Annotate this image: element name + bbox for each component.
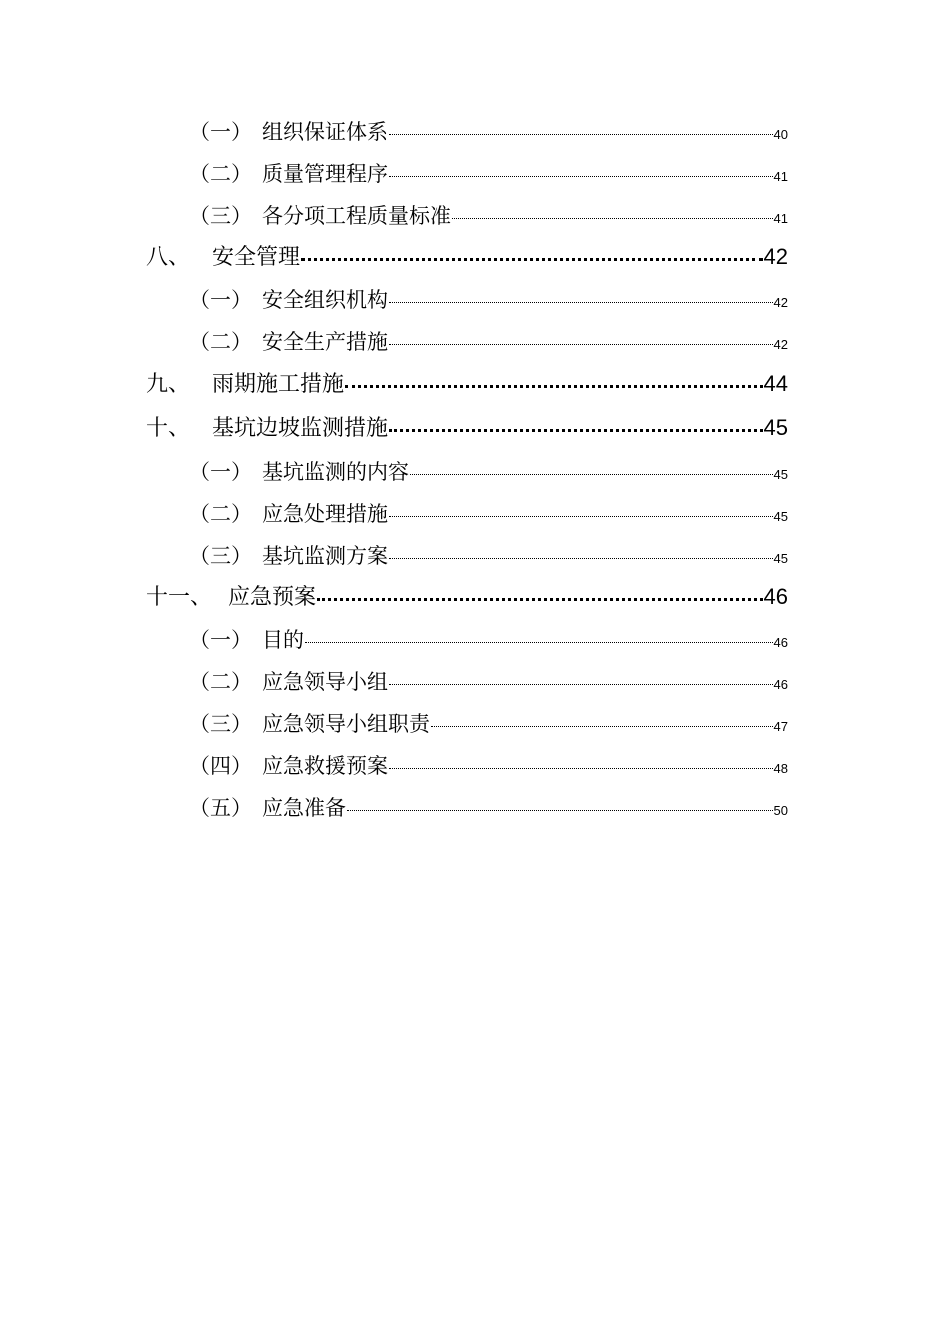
toc-entry-page: 42 [763,244,788,269]
dot-leader [389,425,763,432]
toc-entry-number: （三） [189,204,252,228]
toc-entry-page: 47 [773,719,788,734]
toc-entry-number: （一） [189,628,252,652]
dot-leader [389,342,773,345]
dot-leader [389,174,773,177]
dot-leader [389,682,773,685]
toc-entry-number: （二） [189,330,252,354]
toc-entry-number: （一） [189,460,252,484]
toc-entry-title: 目的 [262,628,304,652]
dot-leader [389,766,773,769]
toc-entry-number: （二） [189,670,252,694]
toc-entry-page: 44 [763,371,788,396]
toc-entry-title: 应急领导小组职责 [262,712,430,736]
toc-chapter-entry[interactable] [146,411,788,442]
toc-entry-number: 十、 [146,416,191,441]
toc-entry[interactable] [189,200,788,230]
toc-entry-page: 41 [773,169,788,184]
toc-entry[interactable] [189,792,788,822]
dot-leader [410,472,773,475]
toc-entry-number: （五） [189,796,252,820]
toc-entry-page: 46 [773,635,788,650]
toc-entry-page: 48 [773,761,788,776]
toc-entry-number: 八、 [146,245,191,270]
toc-entry[interactable] [189,158,788,188]
toc-entry-page: 41 [773,211,788,226]
toc-entry-title: 应急准备 [262,796,346,820]
toc-entry-title: 组织保证体系 [262,120,388,144]
toc-entry-number: （一） [189,288,252,312]
toc-entry[interactable] [189,750,788,780]
toc-entry[interactable] [189,116,788,146]
toc-chapter-entry[interactable] [146,240,788,271]
toc-entry-page: 45 [773,551,788,566]
toc-entry[interactable] [189,540,788,570]
toc-entry[interactable] [189,456,788,486]
toc-entry-title: 基坑监测的内容 [262,460,409,484]
dot-leader [389,514,773,517]
toc-entry-page: 45 [773,467,788,482]
toc-entry-title: 基坑边坡监测措施 [212,416,389,441]
toc-chapter-entry[interactable] [146,367,788,398]
toc-entry-number: （二） [189,502,252,526]
dot-leader [301,254,763,261]
dot-leader [389,556,773,559]
toc-entry-title: 质量管理程序 [262,162,388,186]
toc-entry-title: 雨期施工措施 [212,372,345,397]
toc-entry-page: 42 [773,295,788,310]
toc-entry-number: （二） [189,162,252,186]
toc-entry-number: （三） [189,712,252,736]
toc-entry-title: 基坑监测方案 [262,544,388,568]
toc-entry-title: 安全管理 [212,245,301,270]
toc-chapter-entry[interactable] [146,580,788,611]
toc-entry-page: 45 [773,509,788,524]
toc-entry-page: 40 [773,127,788,142]
dot-leader [452,216,773,219]
toc-entry-number: （四） [189,754,252,778]
dot-leader [389,132,773,135]
dot-leader [345,381,763,388]
toc-entry-title: 应急处理措施 [262,502,388,526]
toc-entry-title: 各分项工程质量标准 [262,204,451,228]
toc-entry-page: 46 [763,584,788,609]
dot-leader [431,724,773,727]
toc-entry[interactable] [189,624,788,654]
toc-entry-number: （一） [189,120,252,144]
dot-leader [317,594,763,601]
toc-entry-page: 46 [773,677,788,692]
toc-entry-title: 安全生产措施 [262,330,388,354]
toc-entry-title: 安全组织机构 [262,288,388,312]
toc-entry-number: 十一、 [146,585,213,610]
dot-leader [347,808,773,811]
toc-entry-title: 应急救援预案 [262,754,388,778]
toc-entry-number: （三） [189,544,252,568]
toc-entry-title: 应急预案 [228,585,317,610]
toc-entry-number: 九、 [146,372,191,397]
toc-entry[interactable] [189,326,788,356]
dot-leader [305,640,773,643]
toc-entry-page: 45 [763,415,788,440]
toc-entry-title: 应急领导小组 [262,670,388,694]
toc-entry[interactable] [189,498,788,528]
toc-entry-page: 42 [773,337,788,352]
dot-leader [389,300,773,303]
toc-entry[interactable] [189,708,788,738]
toc-entry[interactable] [189,666,788,696]
toc-entry[interactable] [189,284,788,314]
toc-entry-page: 50 [773,803,788,818]
